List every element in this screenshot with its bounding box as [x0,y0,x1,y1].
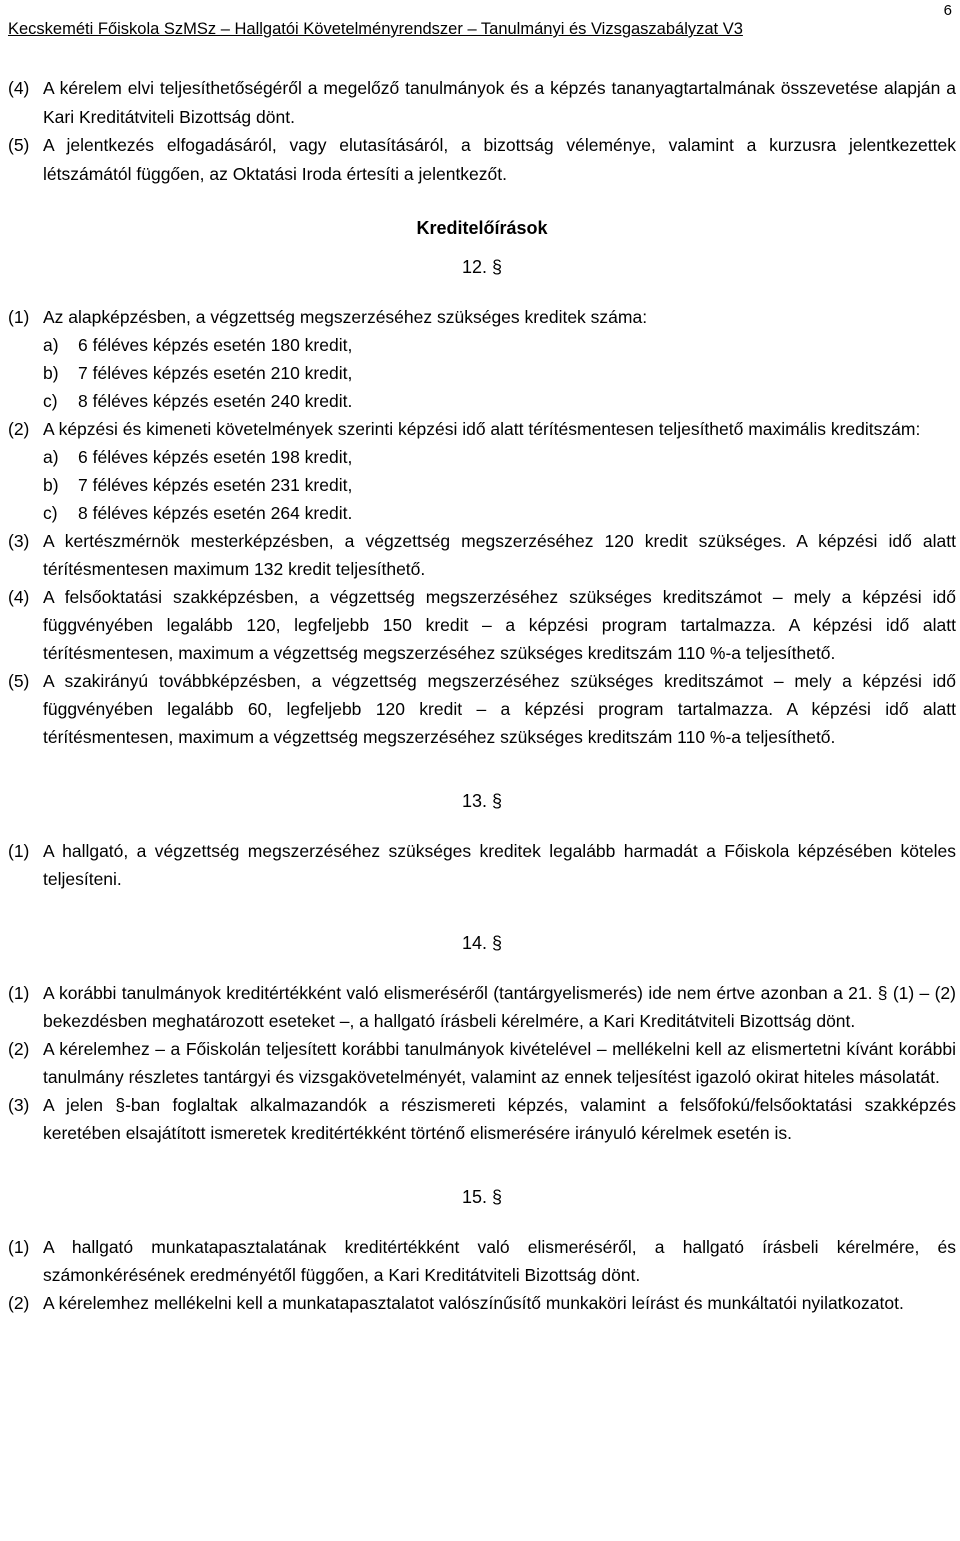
document-header: Kecskeméti Főiskola SzMSz – Hallgatói Követelményrendszer – Tanulmányi és Vizsgaszabályzat V3 [8,20,743,38]
paragraph [8,415,956,443]
paragraph-number: (5) [8,135,30,155]
paragraph-text: A képzési és kimeneti követelmények szerinti képzési idő alatt térítésmentesen teljesíthető maximális kreditszám: [43,419,921,439]
paragraph-number: (4) [8,78,30,98]
list-item [8,331,956,359]
paragraph [8,74,956,131]
list-item [8,387,956,415]
paragraph-number: (4) [8,587,30,607]
list-item [8,443,956,471]
paragraph-text: A korábbi tanulmányok kreditértékként való elismeréséről (tantárgyelismerés) ide nem értve azonban a 21. § (1) – (2) bekezdésben meghatározott eseteket –, a hallgató írásbeli kérelmére, a Kari Kreditátviteli Bizottság dönt. [43,983,956,1031]
paragraph-text: A szakirányú továbbképzésben, a végzettség megszerzéséhez szükséges kreditszámot – mely a képzési idő függvényében legalább 60, legfeljebb 120 kredit – a képzési program tartalmazza. A képzési idő alatt térítésmentesen, maximum a végzettség megszerzéséhez szükséges kreditszám 110 %-a teljesíthető. [43,671,956,747]
paragraph-number: (1) [8,983,30,1003]
paragraph-text: A kérelemhez mellékelni kell a munkatapasztalatot valószínűsítő munkaköri leírást és munkáltatói nyilatkozatot. [43,1293,904,1313]
list-letter: b) [43,475,59,495]
list-text: 6 féléves képzés esetén 198 kredit, [78,447,353,467]
paragraph-text: A jelentkezés elfogadásáról, vagy elutasításáról, a bizottság véleménye, valamint a kurzusra jelentkezettek létszámától függően, az Oktatási Iroda értesíti a jelentkezőt. [43,135,956,184]
paragraph [8,1091,956,1147]
paragraph-text: A hallgató munkatapasztalatának kreditértékként való elismeréséről, a hallgató írásbeli kérelmére, és számonkérésének eredményétől függően, a Kari Kreditátviteli Bizottság dönt. [43,1237,956,1285]
list-letter: a) [43,447,59,467]
list-item [8,471,956,499]
list-text: 7 féléves képzés esetén 231 kredit, [78,475,353,495]
intro-block [8,74,956,188]
paragraph-number: (3) [8,531,30,551]
paragraph [8,979,956,1035]
list-item [8,359,956,387]
paragraph-number: (2) [8,1293,30,1313]
section-heading-15: 15. § [461,1187,503,1207]
paragraph [8,667,956,751]
paragraph-number: (3) [8,1095,30,1115]
paragraph-number: (1) [8,841,30,861]
list-text: 8 féléves képzés esetén 264 kredit. [78,503,353,523]
list-letter: c) [43,391,58,411]
list-text: 7 féléves képzés esetén 210 kredit, [78,363,353,383]
section-heading-14: 14. § [461,933,503,953]
list-text: 6 féléves képzés esetén 180 kredit, [78,335,353,355]
paragraph-number: (1) [8,307,30,327]
section-heading-13: 13. § [461,791,503,811]
paragraph [8,1035,956,1091]
list-letter: c) [43,503,58,523]
paragraph-text: A kertészmérnök mesterképzésben, a végzettség megszerzéséhez 120 kredit szükséges. A képzési idő alatt térítésmentesen maximum 132 kredit teljesíthető. [43,531,956,579]
paragraph-text: A hallgató, a végzettség megszerzéséhez szükséges kreditek legalább harmadát a Főiskola képzésében köteles teljesíteni. [43,841,956,889]
page-number: 6 [943,2,952,19]
list-item [8,499,956,527]
paragraph [8,303,956,331]
paragraph [8,837,956,893]
paragraph-text: Az alapképzésben, a végzettség megszerzéséhez szükséges kreditek száma: [43,307,648,327]
list-letter: b) [43,363,59,383]
paragraph-number: (5) [8,671,30,691]
paragraph-text: A jelen §-ban foglaltak alkalmazandók a részismereti képzés, valamint a felsőfokú/felsőoktatási szakképzés keretében elsajátított ismeretek kreditértékként történő elismerésére irányuló kérelmek esetén is. [43,1095,956,1143]
paragraph-text: A kérelemhez – a Főiskolán teljesített korábbi tanulmányok kivételével – mellékelni kell az elismertetni kívánt korábbi tanulmány részletes tantárgyi és vizsgakövetelményét, valamint az ennek teljesítést igazoló okirat hiteles másolatát. [43,1039,956,1087]
paragraph-text: A felsőoktatási szakképzésben, a végzettség megszerzéséhez szükséges kreditszámot – mely a képzési idő függvényében legalább 120, legfeljebb 150 kredit – a képzési program tartalmazza. A képzési idő alatt térítésmentesen, maximum a végzettség megszerzéséhez szükséges kreditszám 110 %-a teljesíthető. [43,587,956,663]
section-title: Kreditelőírások [416,218,548,238]
paragraph [8,583,956,667]
paragraph [8,1289,956,1317]
list-text: 8 féléves képzés esetén 240 kredit. [78,391,353,411]
paragraph [8,131,956,188]
paragraph-text: A kérelem elvi teljesíthetőségéről a megelőző tanulmányok és a képzés tananyagtartalmának összevetése alapján a Kari Kreditátviteli Bizottság dönt. [43,78,956,127]
paragraph-number: (1) [8,1237,30,1257]
paragraph [8,1233,956,1289]
paragraph-number: (2) [8,1039,30,1059]
document-body [8,74,956,1317]
main-text [8,253,956,1317]
list-letter: a) [43,335,59,355]
paragraph [8,527,956,583]
paragraph-number: (2) [8,419,30,439]
section-heading-12: 12. § [461,257,503,277]
